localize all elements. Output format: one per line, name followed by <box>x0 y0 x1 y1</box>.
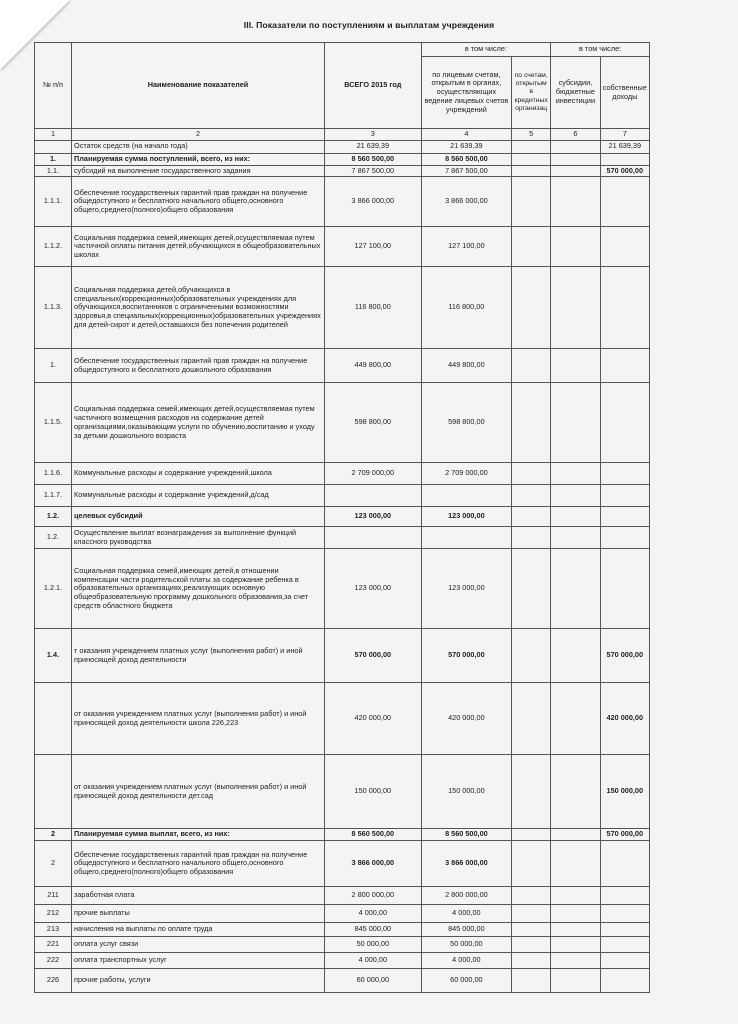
row-name: оплата услуг связи <box>72 937 325 953</box>
table-row <box>35 527 650 549</box>
header-in-that-1: в том числе: <box>421 43 551 57</box>
row-credit-accounts <box>512 683 551 755</box>
table-row <box>35 923 650 937</box>
table-row <box>35 629 650 683</box>
row-number: 213 <box>35 923 72 937</box>
table-row <box>35 969 650 993</box>
report-table <box>34 42 650 993</box>
row-total: 150 000,00 <box>324 755 421 829</box>
row-name: Коммунальные расходы и содержание учреждений,школа <box>72 463 325 485</box>
row-total: 2 800 000,00 <box>324 887 421 905</box>
row-number: 1.1.5. <box>35 383 72 463</box>
col-index: 2 <box>72 129 325 141</box>
table-row <box>35 829 650 841</box>
row-credit-accounts <box>512 165 551 177</box>
row-credit-accounts <box>512 841 551 887</box>
row-personal-accounts: 4 000,00 <box>421 953 511 969</box>
row-subsidies <box>551 349 600 383</box>
row-subsidies <box>551 383 600 463</box>
row-total: 4 000,00 <box>324 905 421 923</box>
table-row <box>35 140 650 153</box>
header-row-1 <box>35 43 650 57</box>
row-number: 222 <box>35 953 72 969</box>
col-index: 5 <box>512 129 551 141</box>
row-own-income <box>600 177 649 227</box>
row-subsidies <box>551 887 600 905</box>
row-subsidies <box>551 227 600 267</box>
row-total: 116 800,00 <box>324 267 421 349</box>
header-col5: по счетам, открытым в кредитных организац <box>512 57 551 129</box>
row-personal-accounts: 7 867 500,00 <box>421 165 511 177</box>
table-row <box>35 177 650 227</box>
row-own-income <box>600 887 649 905</box>
row-total: 449 800,00 <box>324 349 421 383</box>
row-personal-accounts: 4 000,00 <box>421 905 511 923</box>
row-personal-accounts: 570 000,00 <box>421 629 511 683</box>
row-own-income <box>600 463 649 485</box>
table-row <box>35 153 650 165</box>
row-subsidies <box>551 629 600 683</box>
row-total: 598 800,00 <box>324 383 421 463</box>
row-subsidies <box>551 905 600 923</box>
table-row <box>35 937 650 953</box>
row-total <box>324 527 421 549</box>
row-credit-accounts <box>512 153 551 165</box>
row-number: 221 <box>35 937 72 953</box>
row-name: от оказания учреждением платных услуг (выполнения работ) и иной приносящей доход деятельности школа 226,223 <box>72 683 325 755</box>
row-subsidies <box>551 841 600 887</box>
row-personal-accounts: 116 800,00 <box>421 267 511 349</box>
header-in-that-2: в том числе: <box>551 43 650 57</box>
row-credit-accounts <box>512 953 551 969</box>
row-credit-accounts <box>512 267 551 349</box>
row-personal-accounts: 127 100,00 <box>421 227 511 267</box>
table-row <box>35 383 650 463</box>
row-number: 226 <box>35 969 72 993</box>
column-index-row <box>35 129 650 141</box>
row-name: прочие работы, услуги <box>72 969 325 993</box>
row-own-income <box>600 953 649 969</box>
row-name: начисления на выплаты по оплате труда <box>72 923 325 937</box>
row-credit-accounts <box>512 140 551 153</box>
row-credit-accounts <box>512 227 551 267</box>
page-title: III. Показатели по поступлениям и выплатам учреждения <box>243 20 495 30</box>
row-credit-accounts <box>512 349 551 383</box>
row-own-income <box>600 527 649 549</box>
row-credit-accounts <box>512 969 551 993</box>
row-number: 1. <box>35 153 72 165</box>
row-subsidies <box>551 140 600 153</box>
row-own-income <box>600 923 649 937</box>
row-subsidies <box>551 829 600 841</box>
row-total: 127 100,00 <box>324 227 421 267</box>
row-total <box>324 485 421 507</box>
row-number: 1.1.3. <box>35 267 72 349</box>
row-personal-accounts: 845 000,00 <box>421 923 511 937</box>
row-own-income <box>600 383 649 463</box>
row-name: заработная плата <box>72 887 325 905</box>
col-index: 7 <box>600 129 649 141</box>
row-own-income <box>600 267 649 349</box>
row-subsidies <box>551 165 600 177</box>
row-number: 1.1.6. <box>35 463 72 485</box>
header-num: № п/п <box>35 43 72 129</box>
row-number: 1. <box>35 349 72 383</box>
row-own-income <box>600 841 649 887</box>
row-personal-accounts: 3 866 000,00 <box>421 841 511 887</box>
table-row <box>35 485 650 507</box>
row-personal-accounts: 50 000,00 <box>421 937 511 953</box>
row-own-income: 420 000,00 <box>600 683 649 755</box>
header-col6: субсидии, бюджетные инвестиции <box>551 57 600 129</box>
row-own-income: 150 000,00 <box>600 755 649 829</box>
row-number: 2 <box>35 841 72 887</box>
row-credit-accounts <box>512 629 551 683</box>
row-total: 21 639,39 <box>324 140 421 153</box>
table-row <box>35 549 650 629</box>
row-subsidies <box>551 683 600 755</box>
table-row <box>35 463 650 485</box>
row-number: 1.4. <box>35 629 72 683</box>
row-number: 1.1.7. <box>35 485 72 507</box>
row-personal-accounts: 8 560 500,00 <box>421 153 511 165</box>
table-row <box>35 267 650 349</box>
row-subsidies <box>551 527 600 549</box>
row-number: 1.2. <box>35 507 72 527</box>
row-subsidies <box>551 953 600 969</box>
row-total: 2 709 000,00 <box>324 463 421 485</box>
row-name: Социальная поддержка детей,обучающихся в специальных(коррекционных)образовательных учреждениях для обучающихся,воспитанников с ограниченными возможностями здоровья,в специальных(коррекционных)образовательных учреждениях для детей-сирот и детей,оставшихся без попечения родителей <box>72 267 325 349</box>
row-personal-accounts: 3 866 000,00 <box>421 177 511 227</box>
row-credit-accounts <box>512 905 551 923</box>
row-own-income <box>600 485 649 507</box>
row-personal-accounts: 60 000,00 <box>421 969 511 993</box>
row-personal-accounts: 21 639,39 <box>421 140 511 153</box>
table-row <box>35 905 650 923</box>
row-name: Планируемая сумма выплат, всего, из них: <box>72 829 325 841</box>
row-total: 50 000,00 <box>324 937 421 953</box>
row-credit-accounts <box>512 463 551 485</box>
row-personal-accounts: 123 000,00 <box>421 549 511 629</box>
row-name: Обеспечение государственных гарантий прав граждан на получение общедоступного и бесплатного начального общего,основного общего,среднего(полного)общего образования <box>72 841 325 887</box>
table-row <box>35 841 650 887</box>
row-subsidies <box>551 549 600 629</box>
row-credit-accounts <box>512 755 551 829</box>
row-total: 123 000,00 <box>324 549 421 629</box>
table-row <box>35 887 650 905</box>
row-number: 1.1.2. <box>35 227 72 267</box>
row-number: 1.2. <box>35 527 72 549</box>
row-credit-accounts <box>512 507 551 527</box>
row-personal-accounts: 420 000,00 <box>421 683 511 755</box>
header-col7: собственные доходы <box>600 57 649 129</box>
row-name: Осуществление выплат вознаграждения за выполнение функций классного руководства <box>72 527 325 549</box>
row-name: целевых субсидий <box>72 507 325 527</box>
row-subsidies <box>551 177 600 227</box>
row-total: 7 867 500,00 <box>324 165 421 177</box>
header-col4: по лицевым счетам, открытым в органах, осуществляющих ведение лицевых счетов учреждений <box>421 57 511 129</box>
row-personal-accounts <box>421 527 511 549</box>
row-name: Социальная поддержка семей,имеющих детей,осуществляемая путем частичной оплаты питания детей,обучающихся в общеобразовательных школах <box>72 227 325 267</box>
row-own-income <box>600 549 649 629</box>
table-row <box>35 507 650 527</box>
row-own-income <box>600 969 649 993</box>
row-name: Остаток средств (на начало года) <box>72 140 325 153</box>
row-total: 3 866 000,00 <box>324 177 421 227</box>
row-total: 420 000,00 <box>324 683 421 755</box>
row-credit-accounts <box>512 937 551 953</box>
row-own-income <box>600 349 649 383</box>
row-subsidies <box>551 485 600 507</box>
table-row <box>35 683 650 755</box>
row-credit-accounts <box>512 485 551 507</box>
row-own-income: 570 000,00 <box>600 165 649 177</box>
row-own-income <box>600 937 649 953</box>
row-own-income <box>600 153 649 165</box>
row-total: 123 000,00 <box>324 507 421 527</box>
row-name: Коммунальные расходы и содержание учреждений,д/сад <box>72 485 325 507</box>
row-personal-accounts: 598 800,00 <box>421 383 511 463</box>
row-total: 8 560 500,00 <box>324 153 421 165</box>
row-number <box>35 140 72 153</box>
table-row <box>35 227 650 267</box>
row-number: 211 <box>35 887 72 905</box>
row-name: Социальная поддержка семей,имеющих детей,осуществляемая путем частичного возмещения расходов на содержание детей организациями,оказывающим услуги по обучению,воспитанию и уходу за детьми дошкольного возраста <box>72 383 325 463</box>
row-name: прочие выплаты <box>72 905 325 923</box>
row-name: Социальная поддержка семей,имеющих детей,в отношении компенсации части родительской платы за содержание ребенка в образовательных организациях,реализующих основную общеобразовательную программу дошкольного образования,за счет средств областного бюджета <box>72 549 325 629</box>
table-row <box>35 349 650 383</box>
row-credit-accounts <box>512 549 551 629</box>
row-subsidies <box>551 463 600 485</box>
table-row <box>35 953 650 969</box>
row-total: 60 000,00 <box>324 969 421 993</box>
row-personal-accounts: 123 000,00 <box>421 507 511 527</box>
row-personal-accounts: 150 000,00 <box>421 755 511 829</box>
row-subsidies <box>551 267 600 349</box>
row-number <box>35 755 72 829</box>
row-name: Обеспечение государственных гарантий прав граждан на получение общедоступного и бесплатного начального общего,основного общего,среднего(полного)общего образования <box>72 177 325 227</box>
row-total: 4 000,00 <box>324 953 421 969</box>
col-index: 4 <box>421 129 511 141</box>
row-number: 1.1. <box>35 165 72 177</box>
row-personal-accounts: 2 800 000,00 <box>421 887 511 905</box>
row-number: 2 <box>35 829 72 841</box>
row-own-income <box>600 905 649 923</box>
row-name: от оказания учреждением платных услуг (выполнения работ) и иной приносящей доход деятельности дет.сад <box>72 755 325 829</box>
table-row <box>35 755 650 829</box>
row-subsidies <box>551 937 600 953</box>
row-own-income <box>600 227 649 267</box>
col-index: 6 <box>551 129 600 141</box>
row-subsidies <box>551 507 600 527</box>
row-subsidies <box>551 969 600 993</box>
header-name: Наименование показателей <box>72 43 325 129</box>
row-total: 3 866 000,00 <box>324 841 421 887</box>
row-number: 212 <box>35 905 72 923</box>
col-index: 1 <box>35 129 72 141</box>
row-subsidies <box>551 755 600 829</box>
row-total: 845 000,00 <box>324 923 421 937</box>
row-total: 570 000,00 <box>324 629 421 683</box>
header-total: ВСЕГО 2015 год <box>324 43 421 129</box>
row-credit-accounts <box>512 923 551 937</box>
row-name: субсидий на выполнение государственного задания <box>72 165 325 177</box>
row-own-income: 570 000,00 <box>600 629 649 683</box>
row-total: 8 560 500,00 <box>324 829 421 841</box>
row-credit-accounts <box>512 829 551 841</box>
row-credit-accounts <box>512 177 551 227</box>
row-subsidies <box>551 923 600 937</box>
row-name: Планируемая сумма поступлений, всего, из них: <box>72 153 325 165</box>
row-own-income: 21 639,39 <box>600 140 649 153</box>
row-own-income: 570 000,00 <box>600 829 649 841</box>
row-personal-accounts <box>421 485 511 507</box>
row-personal-accounts: 2 709 000,00 <box>421 463 511 485</box>
row-name: Обеспечение государственных гарантий прав граждан на получение общедоступного и бесплатного дошкольного образования <box>72 349 325 383</box>
row-credit-accounts <box>512 383 551 463</box>
row-number: 1.2.1. <box>35 549 72 629</box>
row-personal-accounts: 8 560 500,00 <box>421 829 511 841</box>
col-index: 3 <box>324 129 421 141</box>
row-credit-accounts <box>512 887 551 905</box>
row-own-income <box>600 507 649 527</box>
row-credit-accounts <box>512 527 551 549</box>
row-name: оплата транспортных услуг <box>72 953 325 969</box>
row-name: т оказания учреждением платных услуг (выполнения работ) и иной приносящей доход деятельности <box>72 629 325 683</box>
row-personal-accounts: 449 800,00 <box>421 349 511 383</box>
row-number <box>35 683 72 755</box>
row-subsidies <box>551 153 600 165</box>
row-number: 1.1.1. <box>35 177 72 227</box>
table-row <box>35 165 650 177</box>
